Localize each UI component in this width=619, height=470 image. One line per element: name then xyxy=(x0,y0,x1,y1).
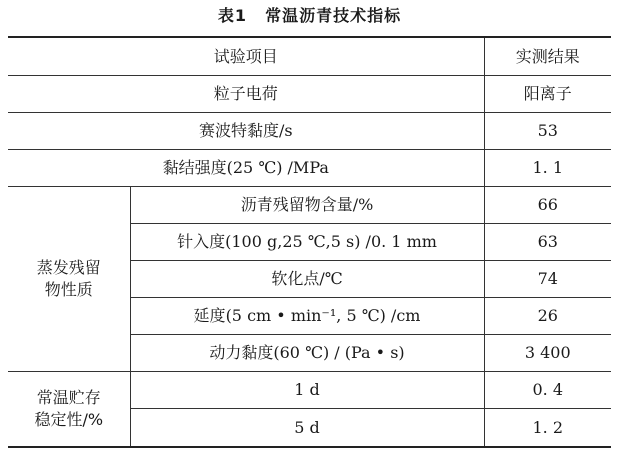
residue-group-label: 蒸发残留 物性质 xyxy=(8,187,130,372)
table-number: 表1 xyxy=(217,6,248,25)
table-row xyxy=(8,76,611,113)
row-value: 26 xyxy=(484,298,611,335)
row-value: 66 xyxy=(484,187,611,224)
row-name: 针入度(100 g,25 ℃,5 s) /0. 1 mm xyxy=(130,224,484,261)
table-caption xyxy=(0,3,619,27)
storage-group-label: 常温贮存 稳定性/% xyxy=(8,372,130,448)
asphalt-spec-table xyxy=(8,36,611,448)
row-value: 53 xyxy=(484,113,611,150)
row-value: 阳离子 xyxy=(484,76,611,113)
row-value: 63 xyxy=(484,224,611,261)
header-result: 实测结果 xyxy=(484,37,611,76)
row-value: 1. 2 xyxy=(484,409,611,448)
header-item: 试验项目 xyxy=(8,37,484,76)
table-row xyxy=(8,150,611,187)
row-name: 沥青残留物含量/% xyxy=(130,187,484,224)
row-name: 软化点/℃ xyxy=(130,261,484,298)
row-value: 0. 4 xyxy=(484,372,611,409)
row-condition: 1 d xyxy=(130,372,484,409)
row-name: 赛波特黏度/s xyxy=(8,113,484,150)
table-row xyxy=(8,113,611,150)
row-value: 3 400 xyxy=(484,335,611,372)
row-name: 黏结强度(25 ℃) /MPa xyxy=(8,150,484,187)
table-header-row xyxy=(8,37,611,76)
row-name: 动力黏度(60 ℃) / (Pa • s) xyxy=(130,335,484,372)
table-title: 常温沥青技术指标 xyxy=(265,6,402,25)
row-value: 1. 1 xyxy=(484,150,611,187)
table-row xyxy=(8,187,611,224)
row-condition: 5 d xyxy=(130,409,484,448)
row-value: 74 xyxy=(484,261,611,298)
row-name: 粒子电荷 xyxy=(8,76,484,113)
table-row xyxy=(8,372,611,409)
row-name: 延度(5 cm • min⁻¹, 5 ℃) /cm xyxy=(130,298,484,335)
